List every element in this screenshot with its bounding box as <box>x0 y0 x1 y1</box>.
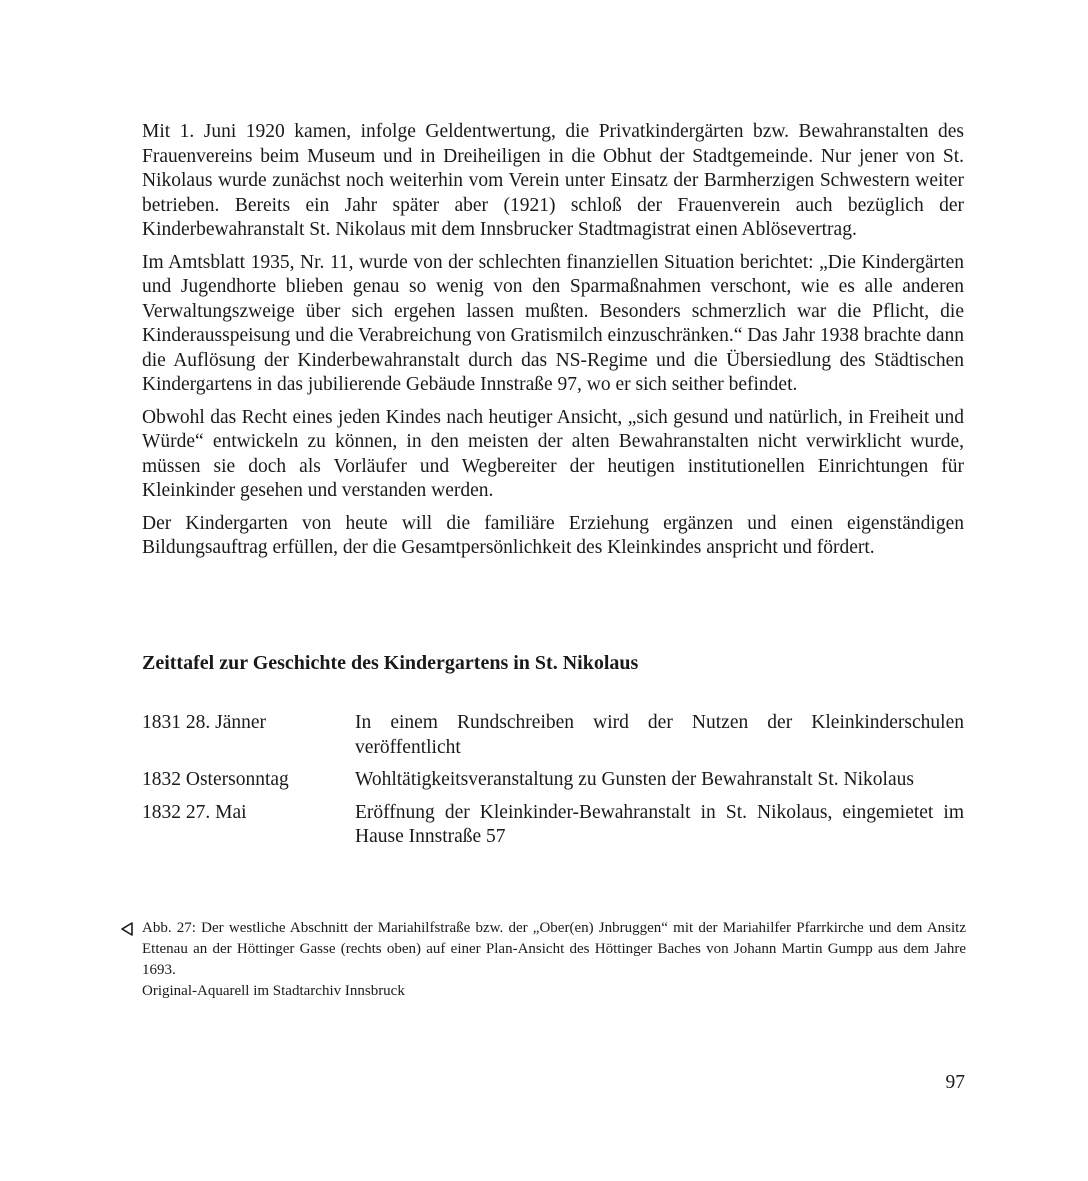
timeline-row <box>142 801 964 850</box>
paragraph: Der Kindergarten von heute will die familiäre Erziehung ergänzen und einen eigenständigen Bildungsauftrag erfüllen, der die Gesamtpersönlichkeit des Kleinkindes anspricht und fördert. <box>142 512 964 558</box>
timeline-date: 1832 27. Mai <box>142 801 247 823</box>
body-text <box>142 120 964 561</box>
paragraph: Obwohl das Recht eines jeden Kindes nach heutiger Ansicht, „sich gesund und natürlich, in Freiheit und Würde“ entwickeln zu können, in den meisten der alten Bewahranstalten nicht verwirklicht wurde, müssen sie doch als Vorläufer und Wegbereiter der heutigen institutionellen Einrichtungen für Kleinkinder gesehen und verstanden werden. <box>142 406 964 501</box>
left-triangle-icon <box>120 918 142 1002</box>
timeline-row <box>142 711 964 760</box>
page-number: 97 <box>945 1072 965 1093</box>
timeline-event: Wohltätigkeitsveranstaltung zu Gunsten der Bewahranstalt St. Nikolaus <box>355 769 914 790</box>
timeline-event: In einem Rundschreiben wird der Nutzen der Kleinkinderschulen veröffentlicht <box>355 712 964 758</box>
timeline-row <box>142 768 964 793</box>
caption-body <box>142 918 966 1002</box>
caption-text: Abb. 27: Der westliche Abschnitt der Mariahilfstraße bzw. der „Ober(en) Jnbruggen“ mit der Mariahilfer Pfarrkirche und dem Ansitz Ettenau an der Höttinger Gasse (rechts oben) auf einer Plan-Ansicht des Höttinger Baches von Johann Martin Gumpp aus dem Jahre 1693. <box>142 920 966 978</box>
timeline-date: 1832 Ostersonntag <box>142 769 289 790</box>
timeline-event: Eröffnung der Kleinkinder-Bewahranstalt in St. Nikolaus, eingemietet im Hause Innstraße 57 <box>355 801 964 847</box>
timeline-date: 1831 28. Jänner <box>142 712 267 733</box>
section-heading: Zeittafel zur Geschichte des Kindergartens in St. Nikolaus <box>142 652 639 674</box>
figure-caption <box>120 918 966 1002</box>
paragraph: Im Amtsblatt 1935, Nr. 11, wurde von der schlechten finanziellen Situation berichtet: „Die Kindergärten und Jugendhorte blieben genau so wenig von den Sparmaßnahmen verschont, wie es alle anderen Verwaltungszweige über sich ergehen lassen mußten. Besonders schmerzlich war die Pflicht, die Kinderausspeisung und die Verabreichung von Gratismilch einzuschränken.“ Das Jahr 1938 brachte dann die Auflösung der Kinderbewahranstalt durch das NS-Regime und die Übersiedlung des Städtischen Kindergartens in das jubilierende Gebäude Innstraße 97, wo er sich seither befindet. <box>142 251 964 395</box>
paragraph: Mit 1. Juni 1920 kamen, infolge Geldentwertung, die Privatkindergärten bzw. Bewahranstalten des Frauenvereins beim Museum und in Dreiheiligen in die Obhut der Stadtgemeinde. Nur jener von St. Nikolaus wurde zunächst noch weiterhin vom Verein unter Einsatz der Barmherzigen Schwestern weiter betrieben. Bereits ein Jahr später aber (1921) schloß der Frauenverein auch bezüglich der Kinderbewahranstalt St. Nikolaus mit dem Innsbrucker Stadtmagistrat einen Ablösevertrag. <box>142 121 964 240</box>
caption-source: Original-Aquarell im Stadtarchiv Innsbruck <box>142 983 405 999</box>
timeline-table <box>142 711 964 858</box>
